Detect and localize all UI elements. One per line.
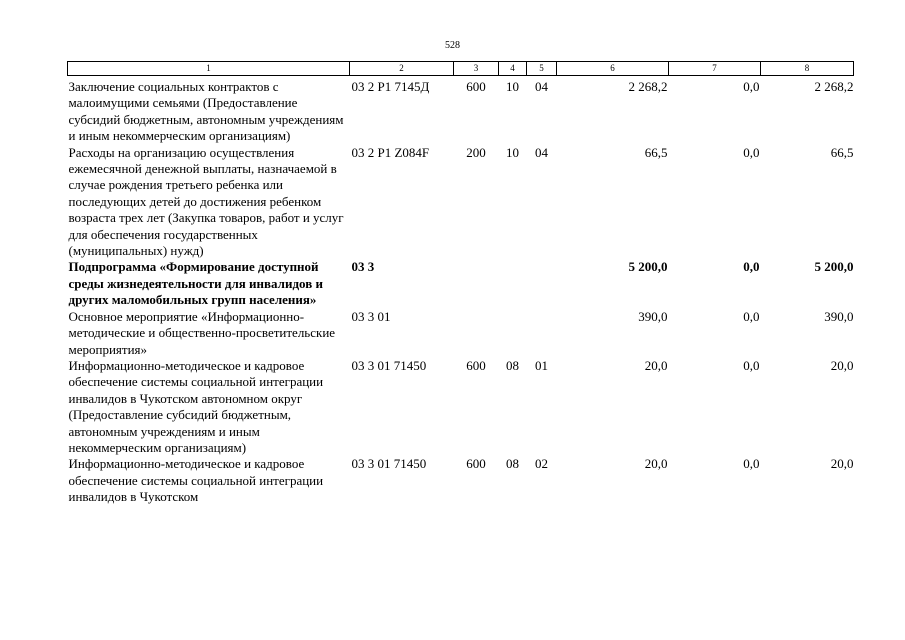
federal-amount-cell: 0,0	[743, 259, 760, 275]
target-article-code-cell: 03 3 01 71450	[351, 456, 427, 472]
expense-name-cell: Информационно-методическое и кадровое обеспечение системы социальной интеграции инвалидов в Чукотском автономном округ (Предоставление субсидий бюджетным, автономным учреждениям и иным некоммерческим организациям)	[68, 357, 324, 455]
subsection-code-cell: 04	[535, 144, 548, 160]
section-code-cell: 08	[506, 357, 519, 373]
federal-amount-cell: 0,0	[743, 357, 760, 373]
subsection-code-cell: 02	[535, 456, 548, 472]
target-article-code-cell: 03 3	[351, 259, 375, 275]
section-code-cell	[499, 309, 527, 358]
column-header: 1	[68, 62, 350, 76]
total-amount-cell: 66,5	[644, 144, 668, 160]
table-row	[68, 456, 854, 505]
regional-amount-cell: 390,0	[824, 308, 854, 324]
section-code-cell: 10	[506, 144, 519, 160]
column-header: 3	[454, 62, 499, 76]
expense-type-code-cell	[454, 259, 499, 308]
target-article-code-cell: 03 3 01 71450	[351, 357, 427, 373]
subsection-code-cell: 01	[535, 357, 548, 373]
table-row	[68, 259, 854, 308]
page-number: 528	[445, 40, 460, 51]
target-article-code-cell: 03 3 01	[351, 308, 391, 324]
table-row	[68, 358, 854, 456]
total-amount-cell: 390,0	[638, 308, 668, 324]
table-row	[68, 76, 854, 145]
expense-name-cell: Информационно-методическое и кадровое обеспечение системы социальной интеграции инвалидов в Чукотском	[68, 456, 324, 505]
table-row	[68, 309, 854, 358]
expense-name-cell: Расходы на организацию осуществления ежемесячной денежной выплаты, назначаемой в случае рождения третьего ребенка или последующих детей до достижения ребенком возраста трех лет (Закупка товаров, работ и услуг для обеспечения государственных (муниципальных) нужд)	[68, 144, 344, 259]
expense-type-code-cell: 600	[466, 357, 486, 373]
target-article-code-cell: 03 2 P1 Z084F	[351, 144, 430, 160]
total-amount-cell: 5 200,0	[628, 259, 668, 275]
column-header: 8	[761, 62, 854, 76]
subsection-code-cell	[527, 309, 557, 358]
subsection-code-cell: 04	[535, 79, 548, 94]
expense-type-code-cell: 600	[466, 79, 486, 94]
section-code-cell: 08	[506, 456, 519, 472]
regional-amount-cell: 2 268,2	[814, 79, 854, 94]
expense-name-cell: Основное мероприятие «Информационно-методические и общественно-просветительские мероприятия»	[68, 308, 336, 357]
column-header: 7	[669, 62, 761, 76]
target-article-code-cell: 03 2 P1 7145Д	[351, 79, 430, 94]
regional-amount-cell: 5 200,0	[814, 259, 854, 275]
column-header: 5	[527, 62, 557, 76]
federal-amount-cell: 0,0	[743, 144, 760, 160]
budget-table	[67, 61, 854, 506]
regional-amount-cell: 66,5	[830, 144, 854, 160]
column-header: 4	[499, 62, 527, 76]
total-amount-cell: 20,0	[644, 357, 668, 373]
section-code-cell: 10	[506, 79, 519, 94]
expense-type-code-cell	[454, 309, 499, 358]
expense-type-code-cell: 200	[466, 144, 486, 160]
section-code-cell	[499, 259, 527, 308]
column-header: 6	[557, 62, 669, 76]
expense-type-code-cell: 600	[466, 456, 486, 472]
regional-amount-cell: 20,0	[830, 357, 854, 373]
expense-name-cell: Подпрограмма «Формирование доступной среды жизнедеятельности для инвалидов и других маломобильных групп населения»	[68, 259, 323, 308]
total-amount-cell: 20,0	[644, 456, 668, 472]
column-header: 2	[350, 62, 454, 76]
table-row	[68, 145, 854, 260]
regional-amount-cell: 20,0	[830, 456, 854, 472]
total-amount-cell: 2 268,2	[628, 79, 668, 94]
table-body	[68, 76, 854, 506]
federal-amount-cell: 0,0	[743, 308, 760, 324]
subsection-code-cell	[527, 259, 557, 308]
column-number-header-row	[68, 62, 854, 76]
federal-amount-cell: 0,0	[743, 456, 760, 472]
expense-name-cell: Заключение социальных контрактов с малоимущими семьями (Предоставление субсидий бюджетным, автономным учреждениям и иным некоммерческим организациям)	[68, 79, 344, 144]
federal-amount-cell: 0,0	[743, 79, 760, 94]
